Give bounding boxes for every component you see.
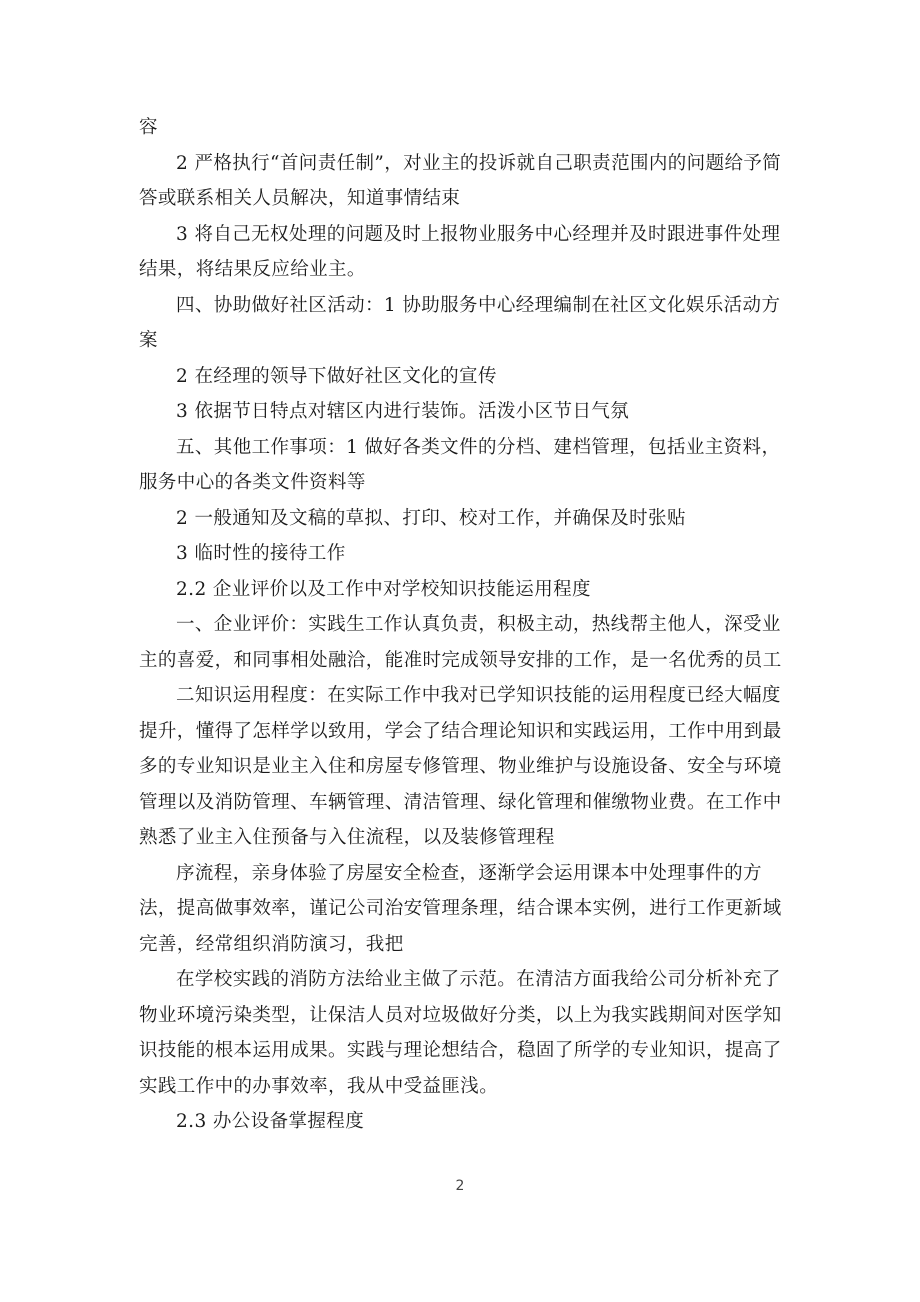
paragraph: 二知识运用程度：在实际工作中我对已学知识技能的运用程度已经大幅度提升，懂得了怎样学以致用，学会了结合理论知识和实践运用，工作中用到最多的专业知识是业主入住和房屋专修管理、物业维护与设施设备、安全与环境管理以及消防管理、车辆管理、清洁管理、绿化管理和催缴物业费。在工作中熟悉了业主入住预备与入住流程，以及装修管理程 [139, 685, 782, 848]
paragraph: 容 [139, 117, 158, 138]
paragraph: 五、其他工作事项：1 做好各类文件的分档、建档管理，包括业主资料，服务中心的各类文件资料等 [139, 436, 781, 493]
paragraph: 2 一般通知及文稿的草拟、打印、校对工作，并确保及时张贴 [176, 507, 686, 529]
paragraph: 在学校实践的消防方法给业主做了示范。在清洁方面我给公司分析补充了物业环境污染类型，让保洁人员对垃圾做好分类，以上为我实践期间对医学知识技能的根本运用成果。实践与理论想结合，稳固了所学的专业知识，提高了实践工作中的办事效率，我从中受益匪浅。 [139, 969, 782, 1097]
page-number: 2 [455, 1178, 465, 1194]
paragraph: 3 临时性的接待工作 [176, 543, 346, 564]
section-heading: 2.2 企业评价以及工作中对学校知识技能运用程度 [176, 578, 591, 600]
section-heading: 2.3 办公设备掌握程度 [176, 1111, 365, 1132]
paragraph: 四、协助做好社区活动：1 协助服务中心经理编制在社区文化娱乐活动方案 [139, 294, 781, 351]
paragraph: 3 将自己无权处理的问题及时上报物业服务中心经理并及时跟进事件处理结果，将结果反应给业主。 [139, 223, 781, 280]
paragraph: 3 依据节日特点对辖区内进行装饰。活泼小区节日气氛 [176, 401, 630, 422]
paragraph: 2 严格执行“首问责任制”，对业主的投诉就自己职责范围内的问题给予简答或联系相关人员解决，知道事情结束 [139, 152, 782, 209]
paragraph: 一、企业评价：实践生工作认真负责，积极主动，热线帮主他人，深受业主的喜爱，和同事相处融洽，能准时完成领导安排的工作，是一名优秀的员工 [139, 614, 782, 671]
paragraph: 2 在经理的领导下做好社区文化的宣传 [176, 365, 497, 387]
page-body [139, 110, 789, 1140]
paragraph: 序流程，亲身体验了房屋安全检查，逐渐学会运用课本中处理事件的方法，提高做事效率，谨记公司治安管理条理，结合课本实例，进行工作更新域完善，经常组织消防演习，我把 [139, 862, 782, 955]
